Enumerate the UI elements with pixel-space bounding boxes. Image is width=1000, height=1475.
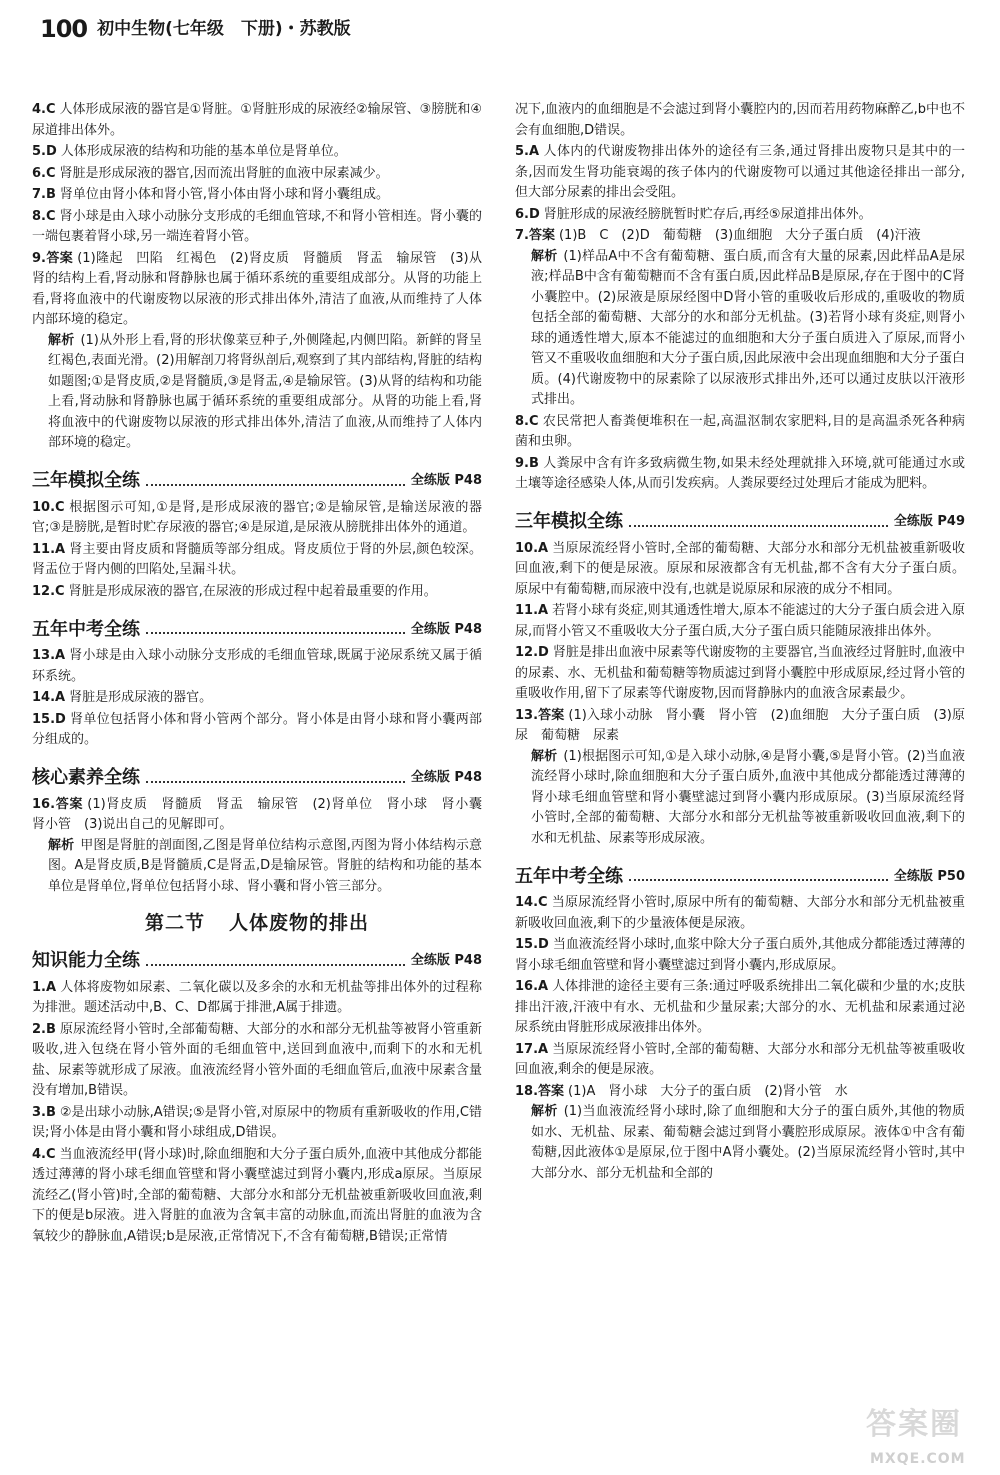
item-text: 人体形成尿液的结构和功能的基本单位是肾单位。 bbox=[60, 144, 347, 159]
answer-item bbox=[515, 893, 965, 934]
page-header bbox=[40, 12, 351, 46]
section-title: 三年模拟全练 bbox=[515, 511, 623, 532]
answer-item bbox=[32, 100, 482, 141]
item-text: 肾脏形成的尿液经膀胱暂时贮存后,再经⑤尿道排出体外。 bbox=[543, 206, 872, 222]
item-answer: (1)隆起 凹陷 红褐色 (2)肾皮质 肾髓质 肾盂 输尿管 (3)从肾的结构上看,肾动脉和肾静脉也属于循环系统的重要组成部分。从肾的功能上看,肾将血液中的代谢废物以尿液的形式排出体外,清洁了血液,从而维持了人体内部环境的稳定。 bbox=[32, 250, 483, 327]
item-number: 16.答案 bbox=[32, 796, 84, 812]
analysis-label: 解析 bbox=[531, 248, 558, 264]
item-number: 15.D bbox=[32, 711, 66, 727]
answer-item bbox=[32, 1020, 482, 1102]
item-text: 人体形成尿液的器官是①肾脏。①肾脏形成的尿液经②输尿管、③膀胱和④尿道排出体外。 bbox=[32, 102, 482, 138]
analysis-text: (1)根据图示可知,①是入球小动脉,④是肾小囊,⑤是肾小管。(2)当血液流经肾小球时,除血细胞和大分子蛋白质外,血液中其他成分都能透过薄薄的肾小球毛细血管壁和肾小囊壁滤过到肾小囊内形成原尿。(3)当原尿流经肾小管时,全部的葡萄糖、大部分水和部分无机盐等被重新吸收回血液,剩下的水和无机盐、尿素等形成尿液。 bbox=[531, 748, 965, 846]
section-title: 知识能力全练 bbox=[32, 950, 140, 971]
item-text: 肾主要由肾皮质和肾髓质等部分组成。肾皮质位于肾的外层,颜色较深。肾盂位于肾内侧的凹陷处,呈漏斗状。 bbox=[32, 541, 482, 577]
item-number: 15.D bbox=[515, 937, 549, 952]
item-number: 5.D bbox=[32, 144, 57, 159]
item-number: 5.A bbox=[515, 144, 540, 159]
item-number: 11.A bbox=[32, 541, 66, 557]
item-answer: (1)B C (2)D 葡萄糖 (3)血细胞 大分子蛋白质 (4)汗液 bbox=[558, 228, 921, 243]
item-text: 人粪尿中含有许多致病微生物,如果未经处理就排入环境,就可能通过水或土壤等途径感染人体,从而引发疾病。人粪尿要经过处理后才能成为肥料。 bbox=[515, 455, 965, 491]
item-number: 3.B bbox=[32, 1104, 56, 1120]
answer-item bbox=[32, 710, 482, 751]
section-title: 核心素养全练 bbox=[32, 767, 140, 788]
item-number: 4.C bbox=[32, 1146, 56, 1162]
answer-item bbox=[32, 498, 482, 539]
answer-item bbox=[32, 688, 482, 709]
answer-item bbox=[32, 1103, 482, 1144]
item-text: 人体内的代谢废物排出体外的途径有三条,通过肾排出废物只是其中的一条,因而发生肾功能衰竭的孩子体内的代谢废物可以通过其他途径排出一部分,但大部分尿素的排出会受阻。 bbox=[515, 144, 965, 200]
item-text: 肾小球是由入球小动脉分支形成的毛细血管球,不和肾小管相连。肾小囊的一端包裹着肾小球,另一端连着肾小管。 bbox=[32, 208, 482, 244]
item-number: 10.A bbox=[515, 540, 549, 556]
answer-q7 bbox=[515, 226, 965, 411]
divider bbox=[629, 525, 888, 527]
item-number: 11.A bbox=[515, 603, 549, 618]
item-text: 根据图示可知,①是肾,是形成尿液的器官;②是输尿管,是输送尿液的器官;③是膀胱,是暂时贮存尿液的器官;④是尿道,是尿液从膀胱排出体外的通道。 bbox=[32, 499, 482, 535]
item-number: 13.答案 bbox=[515, 707, 565, 723]
answer-item bbox=[515, 539, 965, 601]
section-version: 全练版 P49 bbox=[893, 514, 965, 529]
answer-item bbox=[515, 454, 965, 495]
analysis-label: 解析 bbox=[48, 837, 75, 853]
section-header bbox=[32, 612, 482, 640]
item-text: 肾脏是形成尿液的器官。 bbox=[69, 690, 213, 705]
item-number: 7.B bbox=[32, 187, 56, 202]
item-number: 1.A bbox=[32, 979, 57, 995]
book-title: 初中生物(七年级 下册)・苏教版 bbox=[97, 18, 351, 39]
item-answer: (1)A 肾小球 大分子的蛋白质 (2)肾小管 水 bbox=[568, 1083, 848, 1099]
page-number: 100 bbox=[40, 14, 88, 43]
section-header bbox=[515, 505, 965, 533]
item-text: 原尿流经肾小管时,全部葡萄糖、大部分的水和部分无机盐等被肾小管重新吸收,进入包绕在肾小管外面的毛细血管中,送回到血液中,而剩下的水和无机盐、尿素等就形成了尿液。血液流经肾小管外面的毛细血管后,血液中尿素含量没有增加,B错误。 bbox=[32, 1021, 482, 1098]
analysis-label: 解析 bbox=[531, 1104, 558, 1119]
item-text: 肾脏是排出血液中尿素等代谢废物的主要器官,当血液经过肾脏时,血液中的尿素、水、无机盐和葡萄糖等物质滤过到肾小囊腔中形成原尿,经过肾小管的重吸收作用,留下了尿素等代谢废物,因而肾静脉内的血液含尿素最少。 bbox=[515, 645, 965, 701]
section-version: 全练版 P48 bbox=[410, 770, 482, 785]
item-text: ②是出球小动脉,A错误;⑤是肾小管,对原尿中的物质有重新吸收的作用,C错误;肾小体是由肾小囊和肾小球组成,D错误。 bbox=[32, 1104, 482, 1140]
item-answer: (1)入球小动脉 肾小囊 肾小管 (2)血细胞 大分子蛋白质 (3)原尿 葡萄糖 尿素 bbox=[515, 707, 965, 743]
section-title: 五年中考全练 bbox=[32, 618, 140, 640]
section-title: 五年中考全练 bbox=[515, 865, 623, 887]
analysis-text: (1)样品A中不含有葡萄糖、蛋白质,而含有大量的尿素,因此样品A是尿液;样品B中含有葡萄糖而不含有蛋白质,因此样品B是原尿,存在于图中的C肾小囊腔中。(2)尿液是原尿经图中D肾小管的重吸收后形成的,重吸收的物质包括全部的葡萄糖、大部分的水和部分无机盐。(3)若肾小球有炎症,则肾小球的通透性增大,原本不能滤过的血细胞和大分子蛋白质进入了原尿,而肾小管又不重吸收血细胞和大分子蛋白质,因此尿液中会出现血细胞和大分子蛋白质。(4)代谢废物中的尿素除了以尿液形式排出外,还可以通过皮肤以汗液形式排出。 bbox=[531, 248, 965, 407]
answer-q18 bbox=[515, 1082, 965, 1185]
answer-item bbox=[32, 978, 482, 1019]
divider bbox=[146, 781, 405, 783]
item-number: 2.B bbox=[32, 1021, 56, 1037]
item-text: 当血液流经甲(肾小球)时,除血细胞和大分子蛋白质外,血液中其他成分都能透过薄薄的肾小球毛细血管壁和肾小囊壁滤过到肾小囊内,形成a原尿。当原尿流经乙(肾小管)时,全部的葡萄糖、大部分水和部分无机盐被重新吸收回血液,剩下的便是b尿液。进入肾脏的血液为含氧丰富的动脉血,而流出肾脏的血液为含氧较少的静脉血,A错误;b是尿液,正常情况下,不含有葡萄糖,B错误;正常情 bbox=[32, 1146, 482, 1244]
answer-item bbox=[32, 1145, 482, 1248]
section-header bbox=[32, 944, 482, 972]
chapter-number: 第二节 bbox=[144, 912, 205, 934]
item-number: 12.C bbox=[32, 583, 65, 599]
divider bbox=[146, 484, 405, 486]
answer-item bbox=[515, 1040, 965, 1081]
item-text: 当血液流经肾小球时,血浆中除大分子蛋白质外,其他成分都能透过薄薄的肾小球毛细血管壁和肾小囊壁滤过到肾小囊内,形成原尿。 bbox=[515, 937, 965, 973]
section-version: 全练版 P50 bbox=[893, 868, 965, 884]
item-number: 13.A bbox=[32, 648, 66, 663]
answer-item bbox=[32, 582, 482, 603]
item-number: 8.C bbox=[515, 413, 539, 429]
item-number: 14.C bbox=[515, 895, 548, 910]
analysis-label: 解析 bbox=[531, 748, 558, 764]
item-number: 9.答案 bbox=[32, 250, 74, 266]
analysis-text: 甲图是肾脏的剖面图,乙图是肾单位结构示意图,丙图为肾小体结构示意图。A是肾皮质,B是肾髓质,C是肾盂,D是输尿管。肾脏的结构和功能的基本单位是肾单位,肾单位包括肾小球、肾小囊和肾小管三部分。 bbox=[48, 837, 482, 894]
analysis bbox=[32, 836, 482, 898]
section-header bbox=[32, 761, 482, 789]
item-answer: (1)肾皮质 肾髓质 肾盂 输尿管 (2)肾单位 肾小球 肾小囊 肾小管 (3)说出自己的见解即可。 bbox=[32, 796, 496, 832]
answer-item bbox=[515, 142, 965, 204]
item-number: 17.A bbox=[515, 1041, 549, 1057]
item-text: 况下,血液内的血细胞是不会滤过到肾小囊腔内的,因而若用药物麻醉乙,b中也不会有血细胞,D错误。 bbox=[515, 102, 965, 138]
item-text: 当原尿流经肾小管时,原尿中所有的葡萄糖、大部分水和部分无机盐被重新吸收回血液,剩下的少量液体便是尿液。 bbox=[515, 895, 965, 931]
section-version: 全练版 P48 bbox=[410, 473, 482, 488]
analysis bbox=[32, 331, 482, 454]
section-version: 全练版 P48 bbox=[410, 621, 482, 637]
analysis-text: (1)当血液流经肾小球时,除了血细胞和大分子的蛋白质外,其他的物质如水、无机盐、尿素、葡萄糖会滤过到肾小囊腔形成原尿。液体①中含有葡萄糖,因此液体①是原尿,位于图中A肾小囊处。(2)当原尿流经肾小管时,其中大部分水、部分无机盐和全部的 bbox=[531, 1104, 965, 1181]
answer-q16 bbox=[32, 795, 496, 898]
answer-item bbox=[32, 207, 482, 248]
answer-item bbox=[32, 185, 482, 206]
watermark-url: MXQE.COM bbox=[870, 1451, 966, 1467]
item-number: 6.C bbox=[32, 165, 56, 181]
item-number: 16.A bbox=[515, 979, 549, 994]
item-text: 人体将废物如尿素、二氧化碳以及多余的水和无机盐等排出体外的过程称为排泄。题述活动中,B、C、D都属于排泄,A属于排遗。 bbox=[32, 979, 482, 1015]
item-number: 14.A bbox=[32, 690, 66, 705]
answer-item bbox=[515, 601, 965, 642]
answer-q9 bbox=[32, 249, 482, 454]
item-number: 7.答案 bbox=[515, 228, 555, 243]
answer-item bbox=[515, 205, 965, 226]
answer-item bbox=[32, 540, 482, 581]
item-text: 农民常把人畜粪便堆积在一起,高温沤制农家肥料,目的是高温杀死各种病菌和虫卵。 bbox=[515, 413, 965, 449]
item-text: 肾单位由肾小体和肾小管,肾小体由肾小球和肾小囊组成。 bbox=[59, 187, 390, 202]
section-version: 全练版 P48 bbox=[410, 953, 482, 968]
item-text: 当原尿流经肾小管时,全部的葡萄糖、大部分水和部分无机盐被重新吸收回血液,剩下的便是尿液。原尿和尿液都含有无机盐,都不含有大分子蛋白质。原尿中有葡萄糖,而尿液中没有,也就是说原尿和尿液的成分不相同。 bbox=[515, 540, 965, 597]
right-column bbox=[515, 100, 965, 1185]
answer-item bbox=[32, 164, 482, 185]
analysis bbox=[515, 1102, 965, 1184]
answer-item bbox=[515, 643, 965, 705]
item-number: 4.C bbox=[32, 102, 56, 117]
item-text: 肾小球是由入球小动脉分支形成的毛细血管球,既属于泌尿系统又属于循环系统。 bbox=[32, 648, 482, 684]
item-number: 8.C bbox=[32, 208, 56, 224]
answer-item bbox=[515, 977, 965, 1039]
analysis-text: (1)从外形上看,肾的形状像菜豆种子,外侧隆起,内侧凹陷。新鲜的肾呈红褐色,表面光滑。(2)用解剖刀将肾纵剖后,观察到了其内部结构,肾脏的结构如题图;①是肾皮质,②是肾髓质,③是肾盂,④是输尿管。(3)从肾的结构和功能上看,肾动脉和肾静脉也属于循环系统的重要组成部分。从肾的功能上看,肾将血液中的代谢废物以尿液的形式排出体外,清洁了血液,从而维持了人体内部环境的稳定。 bbox=[48, 332, 482, 450]
section-title: 三年模拟全练 bbox=[32, 470, 140, 491]
answer-item bbox=[32, 142, 482, 163]
left-column bbox=[32, 100, 496, 1248]
analysis bbox=[515, 747, 965, 850]
item-text: 若肾小球有炎症,则其通透性增大,原本不能滤过的大分子蛋白质会进入原尿,而肾小管又不重吸收大分子蛋白质,大分子蛋白质只能随尿液排出体外。 bbox=[515, 603, 965, 639]
divider bbox=[146, 632, 405, 634]
answer-q13 bbox=[515, 706, 965, 850]
item-number: 10.C bbox=[32, 499, 65, 515]
item-text: 人体排泄的途径主要有三条:通过呼吸系统排出二氧化碳和少量的水;皮肤排出汗液,汗液中有水、无机盐和少量尿素;大部分的水、无机盐和尿素通过泌尿系统由肾脏形成尿液排出体外。 bbox=[515, 979, 965, 1035]
answer-item bbox=[32, 646, 482, 687]
analysis-label: 解析 bbox=[48, 332, 75, 348]
item-number: 9.B bbox=[515, 455, 539, 471]
divider bbox=[146, 964, 405, 966]
item-number: 12.D bbox=[515, 645, 549, 660]
continued-text bbox=[515, 100, 965, 141]
answer-item bbox=[515, 412, 965, 453]
item-text: 肾单位包括肾小体和肾小管两个部分。肾小体是由肾小球和肾小囊两部分组成的。 bbox=[32, 711, 482, 747]
watermark-logo bbox=[866, 1407, 986, 1467]
analysis bbox=[515, 247, 965, 411]
item-text: 当原尿流经肾小管时,全部的葡萄糖、大部分水和部分无机盐等被重吸收回血液,剩余的便是尿液。 bbox=[515, 1041, 965, 1077]
divider bbox=[629, 879, 888, 881]
item-number: 6.D bbox=[515, 206, 540, 222]
item-number: 18.答案 bbox=[515, 1083, 565, 1099]
section-header bbox=[32, 464, 482, 492]
section-header bbox=[515, 859, 965, 887]
answer-item bbox=[515, 935, 965, 976]
watermark-text: 答案圈 bbox=[866, 1407, 962, 1442]
item-text: 肾脏是形成尿液的器官,因而流出肾脏的血液中尿素减少。 bbox=[59, 165, 389, 181]
item-text: 肾脏是形成尿液的器官,在尿液的形成过程中起着最重要的作用。 bbox=[68, 583, 437, 599]
chapter-name: 人体废物的排出 bbox=[229, 912, 370, 934]
chapter-heading bbox=[32, 913, 482, 934]
